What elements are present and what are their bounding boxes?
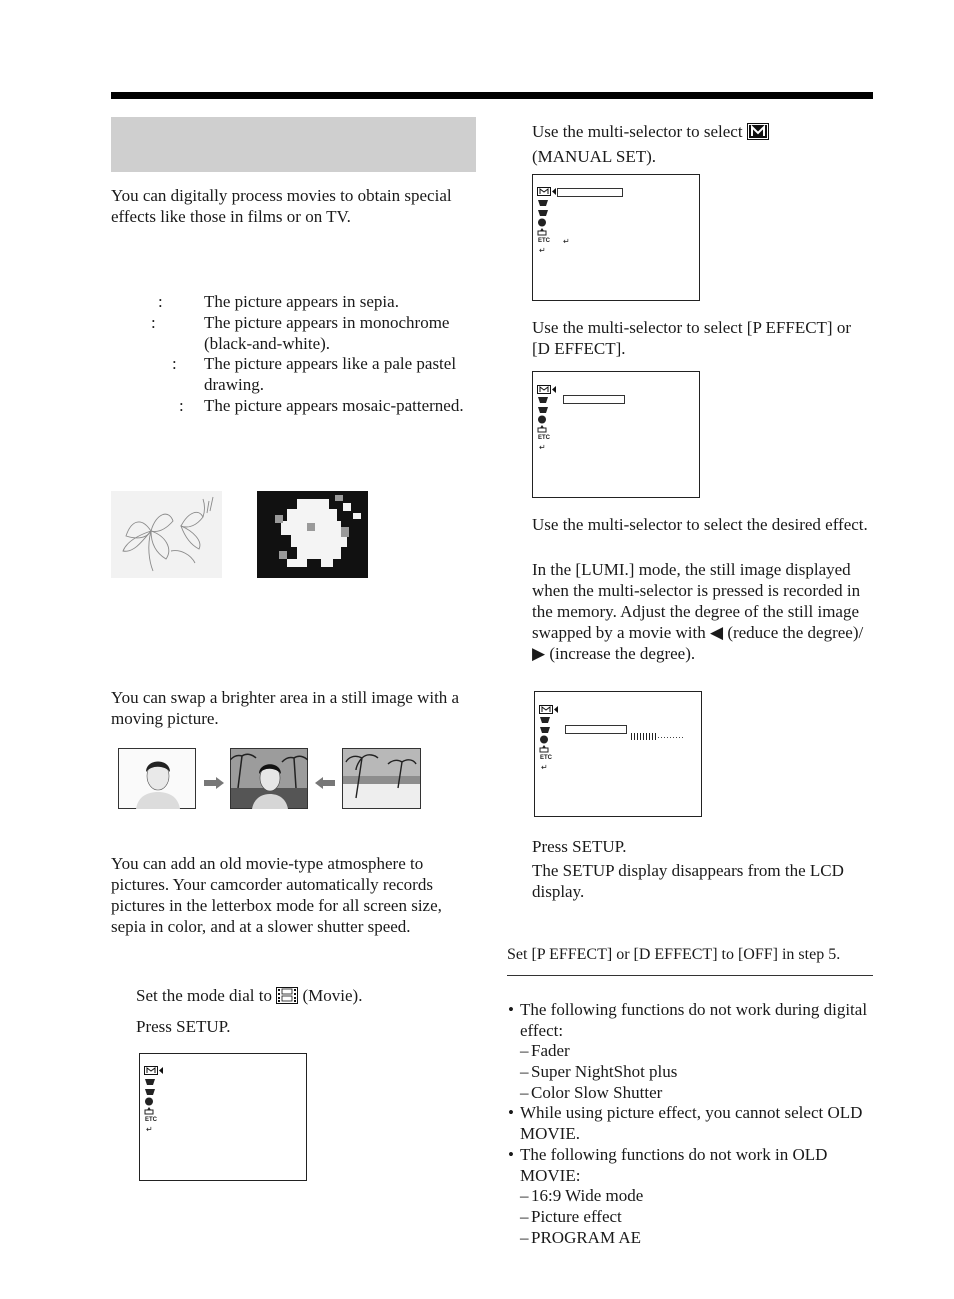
note-3: The following functions do not work in OLD MOVIE: [520,1145,828,1185]
arrow-right-icon [204,773,224,794]
step-5-detail: In the [LUMI.] mode, the still image displayed when the multi-selector is pressed is recorded in the memory. Adjust the degree of the still image swapped by a movie with ◀ (reduce the degree)/▶ (increase the degree). [532,560,864,663]
portrait-image [118,748,196,809]
step-6: Press SETUP. [532,837,627,856]
etc-icon: ETC [538,238,550,244]
manual-set-icon [747,123,769,145]
menu-highlight-bar [557,188,623,197]
dash: – [520,1228,529,1247]
setup-menu-screen [139,1053,307,1181]
section-title-box [111,117,476,172]
note-1-item: Fader [531,1041,570,1060]
effect-description: The picture appears in sepia. [204,292,399,311]
step-6-detail: The SETUP display disappears from the LCD display. [532,861,844,901]
dash: – [520,1207,529,1226]
step-3-suffix: (MANUAL SET). [532,147,657,166]
step-2: Press SETUP. [136,1017,231,1036]
bullet: • [508,1103,514,1122]
dash: – [520,1186,529,1205]
note-1: The following functions do not work during digital effect: [520,1000,868,1040]
step-3-text: Use the multi-selector to select [532,122,743,141]
camera-set-icon [144,1077,158,1086]
etc-icon: ETC [538,435,550,441]
lumi-text: You can swap a brighter area in a still image with a moving picture. [111,688,460,728]
beach-image [342,748,421,809]
bullet: • [508,1145,514,1164]
camera-set-icon [537,198,551,207]
tape-set-icon [144,1107,158,1116]
menu-highlight-bar [563,395,625,404]
manual-set-icon [537,385,551,394]
step-1-suffix: (Movie). [302,986,363,1005]
arrow-left-icon [315,773,335,794]
etc-icon: ETC [145,1117,157,1123]
intro-text: You can digitally process movies to obtain special effects like those in films or on TV. [111,186,452,226]
lcd-set-icon [537,218,551,227]
note-2: While using picture effect, you cannot select OLD MOVIE. [520,1103,863,1143]
dash: – [520,1083,529,1102]
step-1-text: Set the mode dial to [136,986,272,1005]
memory-set-icon [144,1087,158,1096]
etc-icon: ETC [540,755,552,761]
note-1-item: Color Slow Shutter [531,1083,663,1102]
note-3-item: PROGRAM AE [531,1228,642,1247]
camera-set-icon [539,715,553,724]
mosaic-example-image [257,491,368,578]
tape-set-icon [539,745,553,754]
manual-set-screen [532,174,700,301]
step-1 [136,985,476,1009]
note-1-item: Super NightShot plus [531,1062,678,1081]
cancel-instruction: Set [P EFFECT] or [D EFFECT] to [OFF] in step 5. [507,946,841,963]
effect-level-screen [534,691,702,817]
return-icon: ↵ [146,1125,153,1134]
effect-description: The picture appears in monochrome (black-and-white). [204,313,450,353]
effect-colon: : [172,354,177,373]
pastel-example-image [111,491,222,578]
manual-set-icon [537,187,551,196]
manual-set-icon [539,705,553,714]
step-4: Use the multi-selector to select [P EFFECT] or [D EFFECT]. [532,318,851,358]
return-icon: ↵ [539,443,546,452]
effect-level-indicator [631,725,687,746]
memory-set-icon [539,725,553,734]
effect-colon: : [179,396,184,415]
return-icon: ↵ [541,763,548,772]
lcd-set-icon [539,735,553,744]
bullet: • [508,1000,514,1019]
step-5: Use the multi-selector to select the desired effect. [532,515,868,534]
effect-colon: : [151,313,156,332]
lcd-set-icon [537,415,551,424]
manual-set-icon [144,1066,158,1075]
note-3-item: 16:9 Wide mode [531,1186,644,1205]
notes-divider [507,975,873,976]
tape-set-icon [537,228,551,237]
effect-description: The picture appears like a pale pastel drawing. [204,354,457,394]
menu-highlight-bar [565,725,627,734]
tape-set-icon [537,425,551,434]
lcd-set-icon [144,1097,158,1106]
note-3-item: Picture effect [531,1207,622,1226]
effect-colon: : [158,292,163,311]
memory-set-icon [537,208,551,217]
dash: – [520,1062,529,1081]
composite-image [230,748,308,809]
effect-select-screen [532,371,700,498]
dash: – [520,1041,529,1060]
film-icon [276,987,298,1009]
effect-description: The picture appears mosaic-patterned. [204,396,464,415]
top-rule [111,92,873,99]
return-icon: ↵ [563,237,570,246]
memory-set-icon [537,405,551,414]
return-icon: ↵ [539,246,546,255]
step-3 [532,121,872,145]
old-movie-text: You can add an old movie-type atmosphere to pictures. Your camcorder automatically records pictures in the letterbox mode for all screen size, sepia in color, and at a slower shutter speed. [111,854,442,936]
camera-set-icon [537,395,551,404]
